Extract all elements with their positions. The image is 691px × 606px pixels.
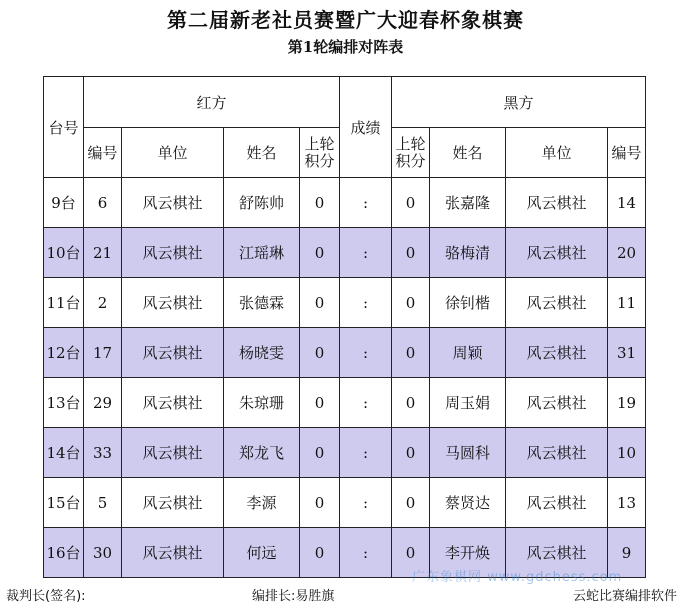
cell-black-number: 19 [608,378,646,428]
cell-black-number: 11 [608,278,646,328]
cell-red-score: 0 [300,178,340,228]
cell-red-unit: 风云棋社 [122,428,224,478]
header-black-prev-score: 上轮 积分 [392,128,430,178]
cell-black-number: 13 [608,478,646,528]
cell-red-number: 33 [84,428,122,478]
cell-black-number: 14 [608,178,646,228]
header-red-prev-score: 上轮 积分 [300,128,340,178]
cell-red-unit: 风云棋社 [122,528,224,578]
cell-table-no: 13台 [44,378,84,428]
cell-table-no: 14台 [44,428,84,478]
cell-red-name: 朱琼珊 [224,378,300,428]
cell-black-name: 骆梅清 [430,228,506,278]
cell-black-name: 蔡贤达 [430,478,506,528]
cell-red-unit: 风云棋社 [122,278,224,328]
footer-referee: 裁判长(签名): [6,589,86,604]
cell-red-name: 李源 [224,478,300,528]
header-result: 成绩 [340,77,392,178]
cell-red-number: 17 [84,328,122,378]
cell-result: : [340,328,392,378]
table-row [44,478,646,528]
cell-red-number: 30 [84,528,122,578]
cell-red-score: 0 [300,278,340,328]
cell-black-unit: 风云棋社 [506,378,608,428]
header-table-no: 台号 [44,77,84,178]
cell-red-score: 0 [300,328,340,378]
cell-red-score: 0 [300,528,340,578]
cell-red-score: 0 [300,378,340,428]
cell-black-name: 李开焕 [430,528,506,578]
cell-table-no: 9台 [44,178,84,228]
cell-table-no: 10台 [44,228,84,278]
table-row [44,428,646,478]
cell-red-score: 0 [300,478,340,528]
header-red-side: 红方 [84,77,340,128]
cell-result: : [340,428,392,478]
cell-result: : [340,178,392,228]
table-row [44,178,646,228]
footer-software: 云蛇比赛编排软件 [573,589,678,604]
watermark-text: 广东象棋网 www.gdchess.com [412,570,623,585]
header-red-name: 姓名 [224,128,300,178]
cell-red-name: 舒陈帅 [224,178,300,228]
table-row [44,278,646,328]
cell-black-unit: 风云棋社 [506,278,608,328]
header-black-unit: 单位 [506,128,608,178]
table-row [44,378,646,428]
page-subtitle: 第1轮编排对阵表 [287,38,404,56]
header-black-side: 黑方 [392,77,646,128]
header-red-number: 编号 [84,128,122,178]
page-title: 第二届新老社员赛暨广大迎春杯象棋赛 [167,8,524,32]
cell-black-unit: 风云棋社 [506,528,608,578]
cell-red-unit: 风云棋社 [122,228,224,278]
cell-black-number: 9 [608,528,646,578]
cell-red-name: 江瑶琳 [224,228,300,278]
cell-red-name: 张德霖 [224,278,300,328]
cell-black-name: 马圆科 [430,428,506,478]
header-black-number: 编号 [608,128,646,178]
footer-arranger: 编排长:易胜旗 [252,589,335,604]
cell-red-number: 5 [84,478,122,528]
cell-table-no: 12台 [44,328,84,378]
cell-black-score: 0 [392,428,430,478]
cell-black-name: 徐钊楷 [430,278,506,328]
cell-black-unit: 风云棋社 [506,478,608,528]
cell-black-number: 10 [608,428,646,478]
cell-result: : [340,478,392,528]
header-red-unit: 单位 [122,128,224,178]
cell-black-score: 0 [392,378,430,428]
cell-black-score: 0 [392,178,430,228]
cell-red-name: 何远 [224,528,300,578]
cell-red-score: 0 [300,228,340,278]
cell-table-no: 11台 [44,278,84,328]
cell-black-number: 31 [608,328,646,378]
cell-black-unit: 风云棋社 [506,428,608,478]
cell-red-score: 0 [300,428,340,478]
cell-red-number: 6 [84,178,122,228]
cell-result: : [340,378,392,428]
table-row [44,228,646,278]
cell-red-unit: 风云棋社 [122,378,224,428]
cell-black-name: 周颖 [430,328,506,378]
cell-red-number: 29 [84,378,122,428]
header-black-name: 姓名 [430,128,506,178]
cell-black-score: 0 [392,278,430,328]
cell-black-name: 张嘉隆 [430,178,506,228]
cell-red-unit: 风云棋社 [122,178,224,228]
cell-red-unit: 风云棋社 [122,478,224,528]
cell-black-name: 周玉娟 [430,378,506,428]
cell-result: : [340,528,392,578]
cell-black-score: 0 [392,328,430,378]
cell-black-unit: 风云棋社 [506,178,608,228]
cell-red-number: 21 [84,228,122,278]
table-row [44,328,646,378]
cell-red-name: 郑龙飞 [224,428,300,478]
pairing-table [43,76,646,578]
cell-result: : [340,228,392,278]
cell-black-unit: 风云棋社 [506,328,608,378]
cell-table-no: 16台 [44,528,84,578]
cell-black-score: 0 [392,478,430,528]
cell-result: : [340,278,392,328]
cell-table-no: 15台 [44,478,84,528]
cell-red-name: 杨晓雯 [224,328,300,378]
cell-red-unit: 风云棋社 [122,328,224,378]
cell-black-number: 20 [608,228,646,278]
cell-black-score: 0 [392,228,430,278]
cell-black-score: 0 [392,528,430,578]
cell-black-unit: 风云棋社 [506,228,608,278]
cell-red-number: 2 [84,278,122,328]
